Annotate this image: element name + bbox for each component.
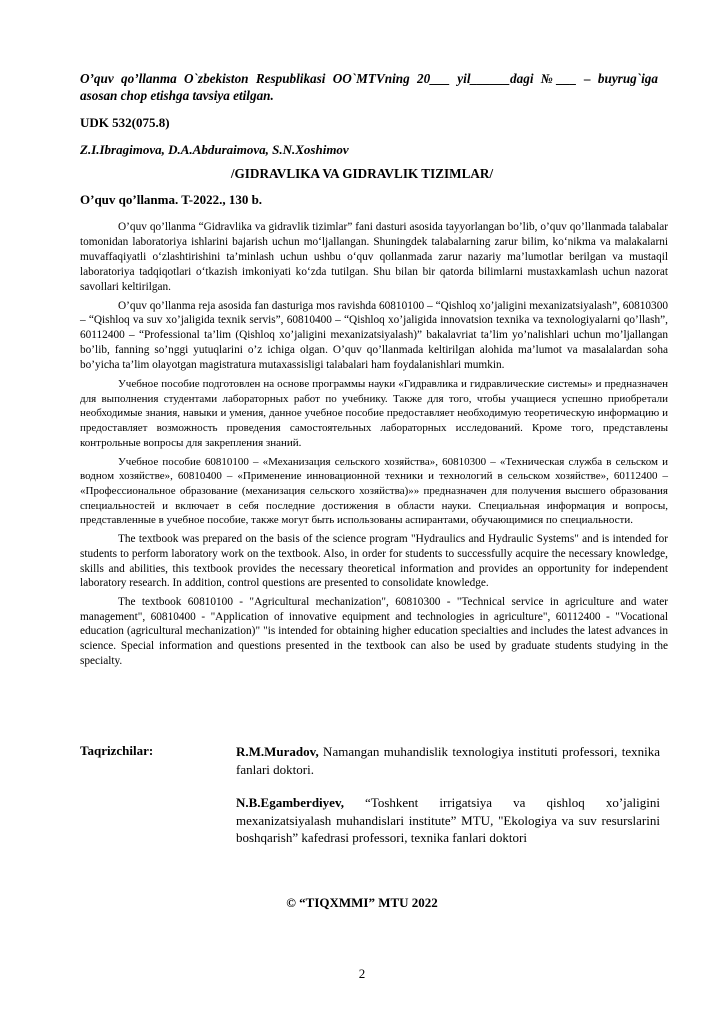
abstract-uz-2: O’quv qo’llanma reja asosida fan dasturiga mos ravishda 60810100 – “Qishloq xo’jaligini mexanizatsiyalash”, 60810300 – “Qishloq va suv xo’jaligida texnik servis”, 60810400 – “Qishloq xo’jaligida innovatsion texnika va texnologiyalarni qo’llash”, 60112400 – “Professional ta’lim (Qishloq xo’jaligini mexanizatsiyalash)” bakalavriat ta’lim yo’nalishlari uchun mo’ljallangan bo’lib, fanning so’nggi yutuqlarini o’z ichiga olgan. O’quv qo’llanmada keltirilgan alohida ma’lumot va masalalardan soha bo’yicha ta’lim olayotgan magistratura mutaxassisligi talabalari ham foydalanishlari mumkin. (80, 299, 668, 372)
copyright: © “TIQXMMI” MTU 2022 (286, 895, 438, 910)
reviewer-2 (236, 794, 660, 847)
abstract-uz-1: O’quv qo’llanma “Gidravlika va gidravlik tizimlar” fani dasturi asosida tayyorlangan bo’lib, o’quv qo’llanmada talabalar tomonidan laboratoriya ishlarini bajarish uchun mo‘ljallangan. Shuningdek talabalarning zarur bilim, ko‘nikma va malakalarni muvaffaqiyatli o‘zlashtirishini ta’minlash uchun ushbu o‘quv qollanmada zarur nazariy ma’lumotlar berilgan va mustaqil laboratoriya tadqiqotlari o‘tkazish imkoniyati ko‘zda tutilgan. Shu bilan bir qatorda bilimlarni mustaxkamlash uchun nazorat savollari keltirilgan. (80, 221, 668, 293)
authors: Z.I.Ibragimova, D.A.Abduraimova, S.N.Xoshimov (80, 142, 349, 157)
udk-code: UDK 532(075.8) (80, 115, 170, 130)
reviewer-1-name: R.M.Muradov, (236, 744, 319, 759)
reviewers-label: Taqrizchilar: (80, 743, 154, 758)
page-number: 2 (358, 966, 366, 981)
abstract-ru-1: Учебное пособие подготовлен на основе программы науки «Гидравлика и гидравлические системы» и предназначен для выполнения студентами лабораторных работ по учебнику. Также для того, чтобы учащиеся успешно приобретали необходимые знания, навыки и умения, данное учебное пособие предоставляет необходимую теоретическую информацию и предоставляет возможность проведения самостоятельных лабораторных исследований. Кроме того, представлены контрольные вопросы для закрепления знаний. (80, 378, 668, 449)
reviewer-1 (236, 743, 660, 778)
reviewer-2-details: “Toshkent irrigatsiya va qishloq xo’jaligini mexanizatsiyalash muhandislari institute” MTU, "Ekologiya va suv resurslarini boshqarish” kafedrasi professori, texnika fanlari doktori (236, 795, 660, 845)
reviewer-1-details: Namangan muhandislik texnologiya instituti professori, texnika fanlari doktori. (236, 744, 660, 777)
approval-note: O’quv qo’llanma O`zbekiston Respublikasi OO`MTVning 20___ yil______dagi №___ – buyrug`iga asosan chop etishga tavsiya etilgan. (80, 71, 658, 103)
abstract-ru-2: Учебное пособие 60810100 – «Механизация сельского хозяйства», 60810300 – «Техническая служба в сельском и водном хозяйстве», 60810400 – «Применение инновационной техники и технологий в сельском хозяйстве», 60112400 – «Профессиональное образование (механизация сельского хозяйства)»» предназначен для получения высшего образования специальностей и включает в себя последние достижения в области науки. Специальная информация и вопросы, представленные в учебное пособие, также могут быть использованы аспирантами, обучающимися по специальности. (80, 455, 668, 527)
abstract-en-1: The textbook was prepared on the basis of the science program "Hydraulics and Hydraulic Systems" and is intended for students to perform laboratory work on the textbook. Also, in order for students to successfully acquire the necessary knowledge, skills and abilities, this textbook provides the necessary theoretical information and provides an opportunity for independent laboratory research. In addition, control questions are presented to consolidate knowledge. (80, 533, 668, 590)
book-title: /GIDRAVLIKA VA GIDRAVLIK TIZIMLAR/ (230, 166, 494, 181)
abstract-en-2: The textbook 60810100 - "Agricultural mechanization", 60810300 - "Technical service in agriculture and water management", 60810400 - "Application of innovative equipment and technologies in agriculture", 60112400 - "Vocational education (agricultural mechanization)" "is intended for obtaining higher education specialties and includes the latest advances in science. Special information and questions presented in the textbook can also be used by graduate students studying in the specialty. (80, 595, 668, 667)
abstracts (80, 220, 668, 672)
publication-info: O’quv qo’llanma. T-2022., 130 b. (80, 192, 263, 207)
reviewer-2-name: N.B.Egamberdiyev, (236, 795, 344, 810)
